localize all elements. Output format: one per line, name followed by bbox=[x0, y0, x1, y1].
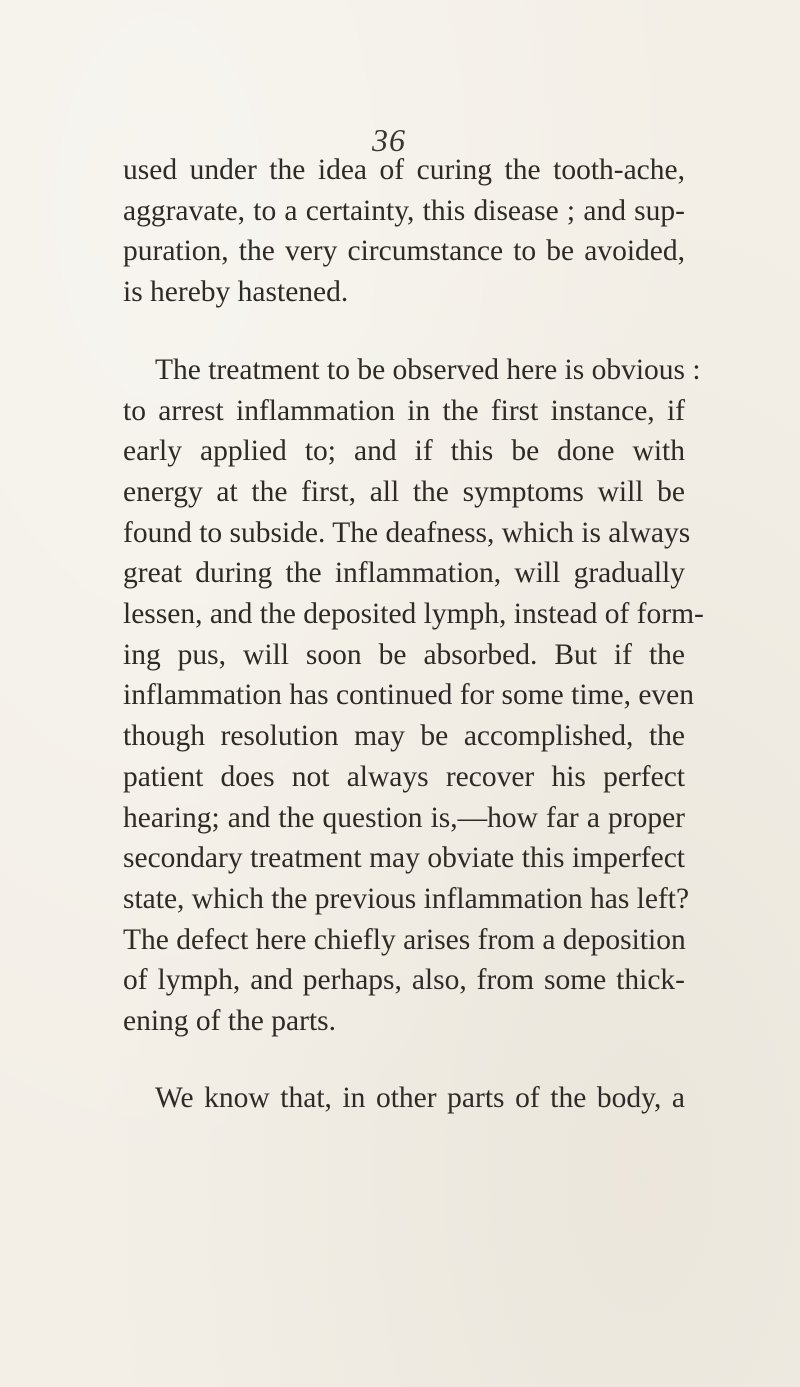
paragraph-2 bbox=[123, 350, 704, 1042]
text-line: great during the inflammation, will gradually bbox=[123, 557, 685, 590]
text-line: found to subside. The deafness, which is always bbox=[123, 516, 691, 549]
text-line: to arrest inflammation in the first instance, if bbox=[123, 394, 685, 427]
paragraph-1 bbox=[123, 150, 685, 313]
text-line: is hereby hastened. bbox=[123, 276, 349, 309]
text-line: early applied to; and if this be done with bbox=[123, 435, 685, 468]
text-line: The treatment to be observed here is obvious : bbox=[155, 353, 701, 386]
text-line: used under the idea of curing the tooth-ache, bbox=[123, 154, 685, 186]
page-number: 36 bbox=[372, 122, 406, 158]
paragraph-spacer bbox=[123, 313, 685, 350]
page-body-text bbox=[123, 150, 704, 1118]
text-line: ing pus, will soon be absorbed. But if the bbox=[123, 638, 685, 671]
text-line: secondary treatment may obviate this imperfect bbox=[123, 842, 685, 875]
paragraph-3 bbox=[123, 1078, 685, 1119]
text-line: hearing; and the question is,—how far a proper bbox=[123, 801, 685, 834]
paragraph-spacer bbox=[123, 1042, 685, 1078]
text-line: of lymph, and perhaps, also, from some thick- bbox=[123, 964, 685, 997]
text-line: aggravate, to a certainty, this disease ; and sup- bbox=[123, 194, 685, 227]
text-line: ening of the parts. bbox=[123, 1005, 336, 1038]
text-line: inflammation has continued for some time, even bbox=[123, 679, 695, 712]
text-line: We know that, in other parts of the body, a bbox=[155, 1081, 685, 1114]
text-line: energy at the first, all the symptoms will be bbox=[123, 475, 685, 508]
text-line: puration, the very circumstance to be avoided, bbox=[123, 235, 685, 268]
text-line: patient does not always recover his perfect bbox=[123, 760, 685, 793]
text-line: though resolution may be accomplished, the bbox=[123, 720, 685, 753]
text-line: lessen, and the deposited lymph, instead of form- bbox=[123, 598, 704, 631]
text-line: state, which the previous inflammation has left? bbox=[123, 882, 690, 915]
text-line: The defect here chiefly arises from a deposition bbox=[123, 923, 686, 956]
